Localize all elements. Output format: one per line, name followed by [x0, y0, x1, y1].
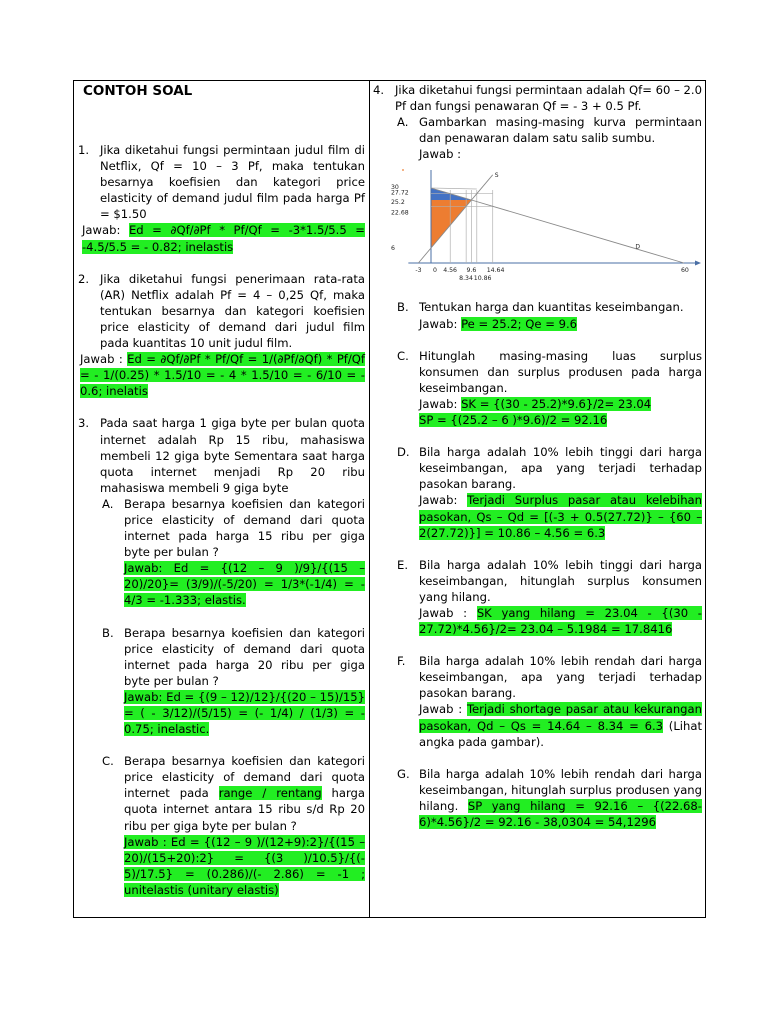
section-title: CONTOH SOAL: [83, 83, 193, 99]
question-3c: [100, 753, 365, 898]
y-tick-label: 6: [391, 245, 395, 253]
sub-letter: E.: [397, 557, 409, 572]
x-tick-label: 9.6: [466, 267, 477, 275]
question-number: 4.: [373, 83, 385, 97]
sub-letter: B.: [397, 300, 409, 315]
answer-highlight: Terjadi Surplus pasar atau kelebihan pasokan, Qs – Qd = [(-3 + 0.5(27.72)} – {60 – 2(27.72)}] = 10.86 – 4.56 = 6.3: [419, 493, 703, 540]
question-text: Jika diketahui fungsi penerimaan rata-rata (AR) Netflix adalah Pf = 4 – 0,25 Qf, maka tentukan besarnya dan kategori koefisien price elasticity of demand dari judul film pada kuantitas 10 unit judul film.: [100, 271, 365, 351]
question-4f: [395, 653, 702, 750]
question-number: 2.: [78, 271, 90, 286]
x-axis-arrow: [695, 261, 701, 266]
supply-curve: [418, 175, 492, 263]
sub-question-text: Hitunglah masing-masing luas surplus konsumen dan surplus produsen pada harga keseimbangan.: [419, 348, 702, 395]
answer-3a: [124, 560, 365, 608]
demand-curve: [431, 188, 684, 263]
question-3b: [100, 625, 365, 738]
x-tick-label: 4.56: [443, 267, 458, 275]
question-number: 3.: [78, 416, 90, 431]
answer-highlight: SK yang hilang = 23.04 - {(30 - 27.72)*4.56}/2= 23.04 – 5.1984 = 17.8416: [419, 605, 702, 637]
sub-question-text: Bila harga adalah 10% lebih rendah dari harga keseimbangan, hitunglah surplus produsen yang hilang. SP yang hilang = 92.16 – {(22.68-6)*4.56}/2 = 92.16 - 38,0304 = 54,1296: [419, 766, 703, 829]
question-text: Pada saat harga 1 giga byte per bulan quota internet adalah Rp 15 ribu, mahasiswa membeli 12 giga byte Sementara saat harga quota internet menjadi Rp 20 ribu mahasiswa membeli 9 giga byte: [100, 416, 365, 495]
answer-4d: Jawab: Terjadi Surplus pasar atau kelebihan pasokan, Qs – Qd = [(-3 + 0.5(27.72)} – {60 – 2(27.72)}] = 10.86 – 4.56 = 6.3: [419, 493, 703, 540]
answer-4f: Jawab : Terjadi shortage pasar atau kekurangan pasokan, Qd – Qs = 14.64 – 8.34 = 6.3 (Lihat angka pada gambar).: [419, 702, 703, 749]
answer-highlight: SP = {(25.2 – 6 )*9.6)/2 = 92.16: [419, 413, 608, 428]
answer-highlight: Jawab: Ed = {(9 – 12)/12}/{(20 – 15)/15} = ( - 3/12)/(5/15) = (- 1/4) / (1/3) = - 0.75; inelastic.: [124, 689, 365, 737]
answer-4b: Jawab: Pe = 25.2; Qe = 9.6: [419, 316, 578, 331]
question-number: 1.: [78, 143, 90, 157]
sub-question-text: Bila harga adalah 10% lebih tinggi dari harga keseimbangan, hitunglah surplus konsumen yang hilang.: [419, 557, 702, 604]
answer-highlight: Pe = 25.2; Qe = 9.6: [461, 316, 578, 331]
sub-letter: A.: [102, 496, 114, 511]
answer-highlight: SP yang hilang = 92.16 – {(22.68-6)*4.56}/2 = 92.16 - 38,0304 = 54,1296: [419, 798, 702, 829]
answer-3b: [124, 689, 365, 737]
x-tick-label: 0: [433, 267, 437, 275]
answer-2: Jawab : Ed = ∂Qf/∂Pf * Pf/Qf = 1/(∂Pf/∂Qf) * Pf/Qf = - 1/(0.25) * 1.5/10 = - 4 * 1.5/10 = - 6/10 = - 0.6; inelatis: [80, 352, 365, 399]
x-tick-label: 14.64: [486, 267, 505, 275]
question-4g: [395, 766, 702, 830]
question-4d: [395, 444, 702, 541]
x-tick-label: -3: [415, 267, 422, 275]
answer-4e: Jawab : SK yang hilang = 23.04 - {(30 - 27.72)*4.56}/2= 23.04 – 5.1984 = 17.8416: [419, 605, 702, 637]
question-4: [373, 82, 702, 162]
question-2: [78, 271, 365, 351]
range-highlight: range / rentang: [218, 786, 322, 801]
question-1: [78, 142, 365, 222]
sub-letter: B.: [102, 625, 114, 640]
answer-highlight: Ed = ∂Qf/∂Pf * Pf/Qf = -3*1.5/5.5 = -4.5/5.5 = - 0.82; inelastis: [82, 223, 365, 254]
left-column: [78, 82, 365, 898]
demand-curve-label: D: [635, 243, 640, 251]
sub-letter: A.: [397, 115, 409, 130]
sub-question-text: Tentukan harga dan kuantitas keseimbangan.: [419, 300, 684, 315]
x-tick-label: 10.86: [473, 275, 492, 283]
answer-highlight: Terjadi shortage pasar atau kekurangan pasokan, Qd – Qs = 14.64 – 8.34 = 6.3: [419, 702, 702, 733]
answer-4a: Jawab :: [419, 147, 462, 162]
x-tick-label: 8.34: [459, 275, 473, 283]
question-3: [78, 415, 365, 898]
y-tick-label: 25.2: [391, 199, 405, 207]
answer-highlight: Jawab: Ed = {(12 – 9 )/9}/{(15 – 20)/20}= (3/9)/(-5/20) = 1/3*(-1/4) = - 4/3 = -1.333; elastis.: [124, 561, 365, 608]
sub-letter: G.: [397, 766, 410, 781]
sub-letter: C.: [102, 754, 114, 769]
question-4c: [395, 348, 702, 428]
question-3a: [100, 496, 365, 609]
sub-letter: D.: [397, 445, 410, 460]
sub-question-text: Gambarkan masing-masing kurva permintaan dan penawaran dalam satu salib sumbu.: [419, 115, 702, 146]
sub-question-text: Bila harga adalah 10% lebih tinggi dari harga keseimbangan, apa yang terjadi terhadap pasokan barang.: [419, 445, 702, 492]
right-column: [373, 82, 702, 830]
sub-question-text: Bila harga adalah 10% lebih rendah dari harga keseimbangan, apa yang terjadi terhadap pasokan barang.: [419, 654, 702, 701]
supply-curve-label: S: [494, 172, 499, 180]
answer-highlight: SK = {(30 - 25.2)*9.6}/2= 23.04: [461, 396, 652, 411]
question-4-cont: [373, 299, 702, 830]
x-tick-label: 60: [680, 267, 689, 275]
guide-line: [431, 188, 477, 189]
supply-demand-chart: [373, 164, 702, 289]
y-tick-label: 30: [391, 184, 399, 192]
answer-highlight: Jawab : Ed = {(12 – 9 )/(12+9):2}/{(15 – 20)/(15+20):2} = {(3 )/10.5}/{(- 5)/17.5} = (0.286)/(- 2.86) = -1 ; unitelastis (unitary elastis): [124, 834, 365, 897]
question-4b: [395, 299, 702, 331]
answer-4c: Jawab: SK = {(30 - 25.2)*9.6}/2= 23.04: [419, 396, 652, 411]
answer-3c: [124, 834, 365, 898]
answer-1: Jawab: Ed = ∂Qf/∂Pf * Pf/Qf = -3*1.5/5.5 = -4.5/5.5 = - 0.82; inelastis: [82, 223, 365, 254]
y-tick-label: 27.72: [391, 190, 409, 198]
y-tick-label: 22.68: [391, 209, 409, 217]
answer-highlight: Ed = ∂Qf/∂Pf * Pf/Qf = 1/(∂Pf/∂Qf) * Pf/Qf = - 1/(0.25) * 1.5/10 = - 4 * 1.5/10 = - 6/10 = - 0.6; inelatis: [80, 352, 365, 399]
answer-4c-2: [419, 412, 702, 428]
sub-letter: C.: [397, 348, 409, 363]
question-4e: [395, 557, 702, 637]
marker-dot: [402, 170, 404, 172]
sub-letter: F.: [397, 654, 406, 669]
sub-question-text: Berapa besarnya koefisien dan kategori price elasticity of demand dari quota internet pada harga 20 ribu per giga byte per bulan ?: [124, 625, 365, 688]
column-divider: [369, 80, 370, 918]
sub-question-text: Berapa besarnya koefisien dan kategori price elasticity of demand dari quota internet pada range / rentang harga quota internet antara 15 ribu s/d Rp 20 ribu per giga byte per bulan ?: [124, 754, 366, 833]
sub-question-text: Berapa besarnya koefisien dan kategori price elasticity of demand dari quota internet pada harga 15 ribu per giga byte per bulan ?: [124, 496, 365, 560]
question-text: Jika diketahui fungsi permintaan adalah Qf= 60 – 2.0 Pf dan fungsi penawaran Qf = - 3 + 0.5 Pf.: [395, 83, 702, 114]
question-4a: [395, 114, 702, 162]
question-text: Jika diketahui fungsi permintaan judul film di Netflix, Qf = 10 – 3 Pf, maka tentukan besarnya koefisien dan kategori price elasticity of demand judul film pada harga Pf = $1.50: [100, 143, 365, 222]
